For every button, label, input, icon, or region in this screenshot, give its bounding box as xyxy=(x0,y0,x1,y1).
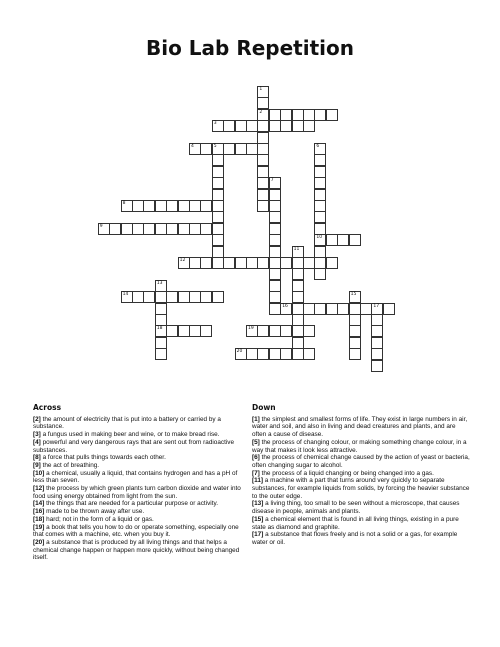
clue-number-label: 17 xyxy=(373,303,380,309)
grid-cell[interactable] xyxy=(121,223,133,235)
clue-number: [10] xyxy=(33,469,45,477)
grid-cell[interactable] xyxy=(360,303,372,315)
grid-cell[interactable] xyxy=(280,303,292,315)
grid-cell[interactable] xyxy=(280,257,292,269)
grid-cell[interactable] xyxy=(292,246,304,258)
grid-cell[interactable] xyxy=(246,325,258,337)
grid-cell[interactable] xyxy=(98,223,110,235)
clue-text: the amount of electricity that is put into a battery or carried by a substance. xyxy=(33,415,221,431)
clue-text: a living thing, too small to be seen without a microscope, that causes disease in people, animals and plants. xyxy=(252,500,460,516)
grid-cell[interactable] xyxy=(314,257,326,269)
clue-number-label: 13 xyxy=(156,280,163,286)
grid-cell[interactable] xyxy=(200,257,212,269)
clue-text: the process of chemical change caused by the action of yeast or bacteria, often changing sugar to alcohol. xyxy=(252,454,470,469)
grid-cell[interactable] xyxy=(223,120,235,132)
clue-number-label: 8 xyxy=(122,201,126,206)
clue-number-label: 7 xyxy=(270,178,274,184)
grid-cell[interactable] xyxy=(371,325,383,337)
grid-cell[interactable] xyxy=(303,348,315,360)
down-clue xyxy=(252,454,470,469)
clue-number: [5] xyxy=(252,438,260,446)
grid-cell[interactable] xyxy=(269,109,281,121)
grid-cell[interactable] xyxy=(314,109,326,121)
grid-cell[interactable] xyxy=(314,189,326,201)
across-clue xyxy=(33,485,243,500)
grid-cell[interactable] xyxy=(303,303,315,315)
grid-cell[interactable] xyxy=(257,200,269,212)
grid-cell[interactable] xyxy=(246,120,258,132)
clue-text: powerful and very dangerous rays that are sent out from radioactive substances. xyxy=(33,438,235,454)
across-clue xyxy=(33,516,243,524)
grid-cell[interactable] xyxy=(349,303,361,315)
grid-cell[interactable] xyxy=(349,348,361,360)
clue-number-label: 5 xyxy=(213,144,217,149)
grid-cell[interactable] xyxy=(269,189,281,201)
grid-cell[interactable] xyxy=(269,200,281,212)
grid-cell[interactable] xyxy=(166,325,178,337)
down-clue xyxy=(252,477,470,500)
grid-cell[interactable] xyxy=(212,200,224,212)
clue-text: a substance that is produced by all living things and that helps a chemical change happen or happen more quickly, without being changed itself. xyxy=(33,538,240,562)
grid-cell[interactable] xyxy=(212,154,224,166)
clue-number-label: 16 xyxy=(282,303,288,309)
clue-number-label: 20 xyxy=(236,349,243,355)
grid-cell[interactable] xyxy=(280,120,292,132)
grid-cell[interactable] xyxy=(257,143,269,155)
grid-cell[interactable] xyxy=(292,314,304,326)
clue-number: [1] xyxy=(252,415,260,423)
clue-text: hard; not in the form of a liquid or gas. xyxy=(44,515,154,523)
clue-number-label: 18 xyxy=(156,326,163,332)
clue-text: a book that tells you how to do or operate something, especially one that comes with a machine, etc. when you buy it. xyxy=(33,523,239,539)
grid-cell[interactable] xyxy=(303,109,315,121)
grid-cell[interactable] xyxy=(223,143,235,155)
grid-cell[interactable] xyxy=(143,223,155,235)
clue-text: a chemical element that is found in all living things, existing in a pure state as diamond and graphite. xyxy=(252,515,459,531)
grid-cell[interactable] xyxy=(314,143,326,155)
grid-cell[interactable] xyxy=(280,348,292,360)
grid-cell[interactable] xyxy=(178,200,190,212)
grid-cell[interactable] xyxy=(269,325,281,337)
clue-text: the act of breathing. xyxy=(40,461,100,469)
grid-cell[interactable] xyxy=(143,291,155,303)
grid-cell[interactable] xyxy=(189,200,201,212)
clue-text: the process of a liquid changing or being changed into a gas. xyxy=(259,469,434,477)
grid-cell[interactable] xyxy=(212,246,224,258)
across-clue xyxy=(33,539,243,562)
grid-cell[interactable] xyxy=(223,257,235,269)
grid-cell[interactable] xyxy=(269,120,281,132)
grid-cell[interactable] xyxy=(189,325,201,337)
grid-cell[interactable] xyxy=(155,291,167,303)
clue-number: [17] xyxy=(252,531,264,539)
clue-number: [2] xyxy=(33,415,41,423)
grid-cell[interactable] xyxy=(269,303,281,315)
grid-cell[interactable] xyxy=(178,223,190,235)
grid-cell[interactable] xyxy=(314,246,326,258)
grid-cell[interactable] xyxy=(200,325,212,337)
clue-number-label: 9 xyxy=(99,223,103,229)
grid-cell[interactable] xyxy=(189,291,201,303)
grid-cell[interactable] xyxy=(121,291,133,303)
grid-cell[interactable] xyxy=(155,314,167,326)
clue-text: the simplest and smallest forms of life. They exist in large numbers in air, water and soil, and also in living and dead creatures and plants, and are often a cause of disease. xyxy=(252,415,468,439)
grid-cell[interactable] xyxy=(143,200,155,212)
clue-number: [15] xyxy=(252,515,264,523)
clue-number: [12] xyxy=(33,485,45,493)
grid-cell[interactable] xyxy=(371,360,383,372)
clue-number-label: 6 xyxy=(316,144,320,149)
across-clue xyxy=(33,431,243,439)
grid-cell[interactable] xyxy=(246,143,258,155)
grid-cell[interactable] xyxy=(269,223,281,235)
grid-cell[interactable] xyxy=(280,325,292,337)
clue-number-label: 14 xyxy=(122,292,129,298)
grid-cell[interactable] xyxy=(200,143,212,155)
clue-number: [6] xyxy=(252,454,260,462)
clue-text: a chemical, usually a liquid, that contains hydrogen and has a pH of less than seven. xyxy=(33,469,238,485)
grid-cell[interactable] xyxy=(155,223,167,235)
across-clue xyxy=(33,470,243,485)
grid-cell[interactable] xyxy=(235,257,247,269)
grid-cell[interactable] xyxy=(212,234,224,246)
grid-cell[interactable] xyxy=(292,280,304,292)
grid-cell[interactable] xyxy=(155,280,167,292)
grid-cell[interactable] xyxy=(132,223,144,235)
grid-cell[interactable] xyxy=(246,257,258,269)
grid-cell[interactable] xyxy=(155,348,167,360)
grid-cell[interactable] xyxy=(292,257,304,269)
clue-text: a substance that flows freely and is not a solid or a gas, for example water or oil. xyxy=(252,531,458,546)
grid-cell[interactable] xyxy=(326,109,338,121)
across-clue xyxy=(33,454,243,462)
grid-cell[interactable] xyxy=(314,234,326,246)
grid-cell[interactable] xyxy=(212,166,224,178)
clue-text: the process of changing colour, or making something change colour, in a way that makes it look less attractive. xyxy=(252,438,467,454)
grid-cell[interactable] xyxy=(212,211,224,223)
grid-cell[interactable] xyxy=(314,223,326,235)
grid-cell[interactable] xyxy=(314,154,326,166)
clue-text: made to be thrown away after use. xyxy=(44,508,145,516)
clue-number-label: 10 xyxy=(316,235,323,241)
clue-number: [9] xyxy=(33,461,41,469)
grid-cell[interactable] xyxy=(257,325,269,337)
grid-cell[interactable] xyxy=(257,97,269,109)
grid-cell[interactable] xyxy=(212,120,224,132)
clue-number: [3] xyxy=(33,431,41,439)
across-clue xyxy=(33,508,243,516)
grid-cell[interactable] xyxy=(257,166,269,178)
grid-cell[interactable] xyxy=(166,200,178,212)
grid-cell[interactable] xyxy=(166,291,178,303)
clue-number: [8] xyxy=(33,454,41,462)
grid-cell[interactable] xyxy=(155,337,167,349)
grid-cell[interactable] xyxy=(121,200,133,212)
grid-cell[interactable] xyxy=(303,325,315,337)
grid-cell[interactable] xyxy=(200,223,212,235)
grid-cell[interactable] xyxy=(257,109,269,121)
grid-cell[interactable] xyxy=(200,291,212,303)
grid-cell[interactable] xyxy=(235,348,247,360)
grid-cell[interactable] xyxy=(292,303,304,315)
down-clue xyxy=(252,500,470,515)
clue-number: [19] xyxy=(33,523,45,531)
grid-cell[interactable] xyxy=(326,257,338,269)
grid-cell[interactable] xyxy=(189,143,201,155)
grid-cell[interactable] xyxy=(178,257,190,269)
down-clue xyxy=(252,470,470,478)
grid-cell[interactable] xyxy=(257,177,269,189)
grid-cell[interactable] xyxy=(314,268,326,280)
grid-cell[interactable] xyxy=(257,86,269,98)
grid-cell[interactable] xyxy=(326,234,338,246)
grid-cell[interactable] xyxy=(371,314,383,326)
down-clue xyxy=(252,531,470,546)
grid-cell[interactable] xyxy=(269,246,281,258)
grid-cell[interactable] xyxy=(349,325,361,337)
across-clue xyxy=(33,462,243,470)
across-clue xyxy=(33,416,243,431)
grid-cell[interactable] xyxy=(314,200,326,212)
grid-cell[interactable] xyxy=(269,177,281,189)
grid-cell[interactable] xyxy=(257,189,269,201)
clue-number-label: 4 xyxy=(191,144,194,149)
clue-text: a fungus used in making beer and wine, or to make bread rise. xyxy=(40,431,220,439)
grid-cell[interactable] xyxy=(235,143,247,155)
grid-cell[interactable] xyxy=(257,257,269,269)
grid-cell[interactable] xyxy=(292,109,304,121)
grid-cell[interactable] xyxy=(212,257,224,269)
clue-text: the process by which green plants turn carbon dioxide and water into food using energy obtained from light from the sun. xyxy=(33,485,241,500)
grid-cell[interactable] xyxy=(269,280,281,292)
grid-cell[interactable] xyxy=(269,291,281,303)
clue-number-label: 19 xyxy=(248,326,254,332)
grid-cell[interactable] xyxy=(269,268,281,280)
grid-cell[interactable] xyxy=(109,223,121,235)
grid-cell[interactable] xyxy=(189,257,201,269)
grid-cell[interactable] xyxy=(349,291,361,303)
clue-number-label: 3 xyxy=(213,121,217,127)
grid-cell[interactable] xyxy=(269,211,281,223)
clue-text: the things that are needed for a particular purpose or activity. xyxy=(44,500,218,508)
clue-number: [13] xyxy=(252,500,264,508)
grid-cell[interactable] xyxy=(257,120,269,132)
grid-cell[interactable] xyxy=(235,120,247,132)
grid-cell[interactable] xyxy=(292,348,304,360)
grid-cell[interactable] xyxy=(257,132,269,144)
across-clue xyxy=(33,439,243,454)
across-clue xyxy=(33,524,243,539)
clue-number-label: 15 xyxy=(350,292,357,298)
across-clue xyxy=(33,500,243,508)
clue-number-label: 11 xyxy=(293,246,300,252)
down-clues xyxy=(252,404,470,547)
grid-cell[interactable] xyxy=(314,211,326,223)
clue-number: [14] xyxy=(33,500,45,508)
grid-cell[interactable] xyxy=(257,154,269,166)
clue-number-label: 1 xyxy=(259,87,263,92)
grid-cell[interactable] xyxy=(314,166,326,178)
clue-text: a force that pulls things towards each other. xyxy=(40,454,166,462)
grid-cell[interactable] xyxy=(292,268,304,280)
grid-cell[interactable] xyxy=(371,337,383,349)
grid-cell[interactable] xyxy=(349,337,361,349)
down-clue xyxy=(252,416,470,439)
grid-cell[interactable] xyxy=(132,200,144,212)
grid-cell[interactable] xyxy=(337,234,349,246)
grid-cell[interactable] xyxy=(269,234,281,246)
down-clue xyxy=(252,516,470,531)
grid-cell[interactable] xyxy=(257,348,269,360)
clue-number: [20] xyxy=(33,538,45,546)
grid-cell[interactable] xyxy=(212,291,224,303)
grid-cell[interactable] xyxy=(292,291,304,303)
grid-cell[interactable] xyxy=(212,143,224,155)
grid-cell[interactable] xyxy=(314,303,326,315)
clue-number: [16] xyxy=(33,508,45,516)
grid-cell[interactable] xyxy=(349,314,361,326)
grid-cell[interactable] xyxy=(178,325,190,337)
grid-cell[interactable] xyxy=(292,120,304,132)
grid-cell[interactable] xyxy=(200,200,212,212)
clue-number-label: 12 xyxy=(179,258,186,263)
grid-cell[interactable] xyxy=(292,337,304,349)
grid-cell[interactable] xyxy=(371,348,383,360)
grid-cell[interactable] xyxy=(337,303,349,315)
across-clue-list xyxy=(33,416,243,562)
across-clues xyxy=(33,404,243,562)
grid-cell[interactable] xyxy=(155,303,167,315)
grid-cell[interactable] xyxy=(166,223,178,235)
grid-cell[interactable] xyxy=(132,291,144,303)
clue-text: a machine with a part that turns around very quickly to separate substances, for example liquids from solids, by forcing the heavier substance to the outer edge. xyxy=(252,477,470,500)
clue-number: [7] xyxy=(252,469,260,477)
grid-cell[interactable] xyxy=(349,234,361,246)
grid-cell[interactable] xyxy=(326,303,338,315)
grid-cell[interactable] xyxy=(292,325,304,337)
grid-cell[interactable] xyxy=(383,303,395,315)
grid-cell[interactable] xyxy=(155,325,167,337)
across-heading: Across xyxy=(33,403,62,412)
grid-cell[interactable] xyxy=(280,109,292,121)
grid-cell[interactable] xyxy=(212,177,224,189)
puzzle-title: Bio Lab Repetition xyxy=(146,36,354,60)
grid-cell[interactable] xyxy=(269,348,281,360)
grid-cell[interactable] xyxy=(314,177,326,189)
grid-cell[interactable] xyxy=(371,303,383,315)
grid-cell[interactable] xyxy=(269,257,281,269)
clue-number-label: 2 xyxy=(259,109,263,115)
grid-cell[interactable] xyxy=(178,291,190,303)
grid-cell[interactable] xyxy=(212,189,224,201)
grid-cell[interactable] xyxy=(189,223,201,235)
grid-cell[interactable] xyxy=(303,257,315,269)
grid-cell[interactable] xyxy=(155,200,167,212)
down-heading: Down xyxy=(252,403,276,412)
clue-number: [18] xyxy=(33,515,45,523)
clue-number: [4] xyxy=(33,438,41,446)
down-clue xyxy=(252,439,470,454)
grid-cell[interactable] xyxy=(212,223,224,235)
clue-number: [11] xyxy=(252,477,264,485)
grid-cell[interactable] xyxy=(303,120,315,132)
down-clue-list xyxy=(252,416,470,547)
grid-cell[interactable] xyxy=(246,348,258,360)
